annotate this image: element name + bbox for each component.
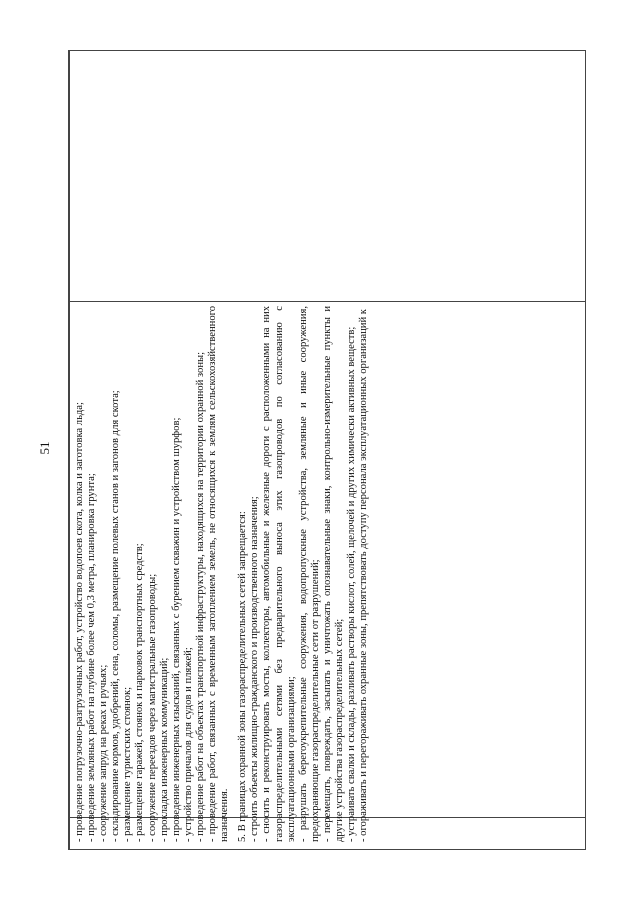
list-item: - огораживать и перегораживать охранные зоны, препятствовать доступу персонала эксплуатационных организаций к (358, 309, 370, 842)
list-item: - разрушать берегоукрепительные сооружения, водопропускные устройства, земляные и иные сооружения, предохраняющие газораспределительные сети от разрушений; (297, 306, 321, 842)
list-item: - устройство причалов для судов и пляжей; (182, 647, 194, 842)
list-item: - проведение погрузочно-разгрузочных работ, устройство водопоев скота, колка и заготовка льда; (74, 402, 85, 842)
page-number: 51 (37, 441, 52, 455)
list-item: - проведение земляных работ на глубине более чем 0,3 метра, планировка грунта; (86, 473, 98, 842)
list-item: - сооружение запруд на реках и ручьях; (98, 664, 110, 842)
list-item: - перемещать, повреждать, засыпать и уничтожать опознавательные знаки, контрольно-измерительные пункты и другие устройства газораспределительных сетей; (321, 306, 345, 842)
section-heading: 5. В границах охранной зоны газораспределительных сетей запрещается: (237, 511, 249, 842)
list-item: - проведение работ на объектах транспортной инфраструктуры, находящихся на территории охранной зоны; (194, 351, 206, 842)
list-item: - сносить и реконструировать мосты, коллекторы, автомобильные и железные дороги с расположенными на них газораспределительными сетями без предварительного выноса этих газопроводов по согласованию с эксплуатационными организациями; (261, 306, 297, 842)
list-item: - прокладка инженерных коммуникаций; (158, 657, 170, 842)
list-item: - размещение гаражей, стоянок и парковок транспортных средств; (134, 543, 146, 842)
rotated-text-body (72, 300, 586, 850)
list-item: - строить объекты жилищно-гражданского и производственного назначения; (249, 496, 261, 842)
list-item: - проведение работ, связанных с временным затоплением земель, не относящихся к землям сельскохозяйственного назначения. (207, 306, 231, 842)
list-item: - проведение инженерных изысканий, связанных с бурением скважин и устройством шурфов; (170, 417, 182, 842)
list-item: - сооружение переездов через магистральные газопроводы; (146, 573, 158, 842)
table-column-divider (69, 51, 70, 849)
rotated-text-cell (72, 300, 586, 850)
list-item: - складирование кормов, удобрений, сена, соломы, размещение полевых станов и загонов для скота; (110, 390, 122, 842)
list-item: - устраивать свалки и склады, разливать растворы кислот, солей, щелочей и других химически активных веществ; (346, 326, 358, 842)
list-item: - размещение туристских стоянок; (122, 686, 134, 842)
